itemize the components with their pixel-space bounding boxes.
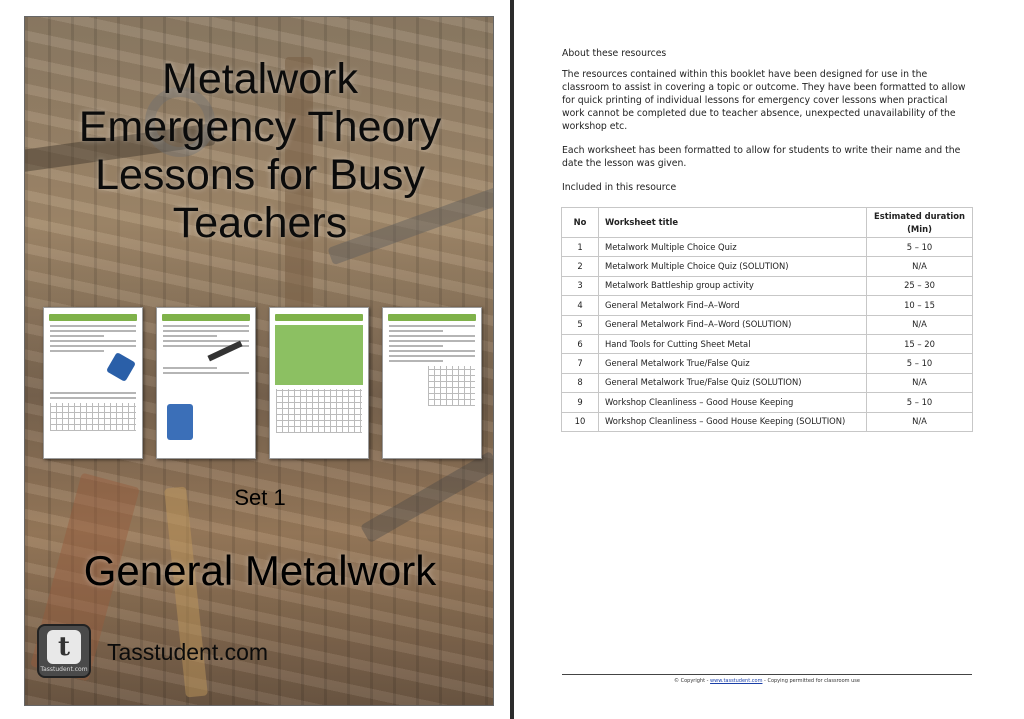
- row-number: 1: [562, 238, 599, 257]
- row-number: 3: [562, 276, 599, 295]
- row-number: 6: [562, 334, 599, 353]
- table-row: [562, 354, 973, 373]
- tasstudent-logo: [37, 624, 91, 678]
- resource-table: [561, 207, 973, 432]
- worksheet-thumbnail: [382, 307, 482, 459]
- row-duration: N/A: [867, 412, 973, 431]
- logo-icon: t: [47, 630, 81, 664]
- footer-divider: [562, 674, 972, 675]
- row-title: Workshop Cleanliness – Good House Keeping (SOLUTION): [599, 412, 867, 431]
- row-duration: 5 – 10: [867, 354, 973, 373]
- table-body: [562, 238, 973, 432]
- cover-title-line: Metalwork: [162, 55, 358, 103]
- brand-name: Tasstudent.com: [107, 639, 269, 665]
- row-duration: N/A: [867, 315, 973, 334]
- footer-note: - Copying permitted for classroom use: [762, 678, 860, 684]
- row-title: Workshop Cleanliness – Good House Keeping: [599, 393, 867, 412]
- subject-title: General Metalwork: [83, 547, 437, 594]
- intro-paragraph: The resources contained within this booklet have been designed for use in the classroom to assist in covering a topic or outcome. They have been formatted to allow for quick printing of individual lessons for emergency cover lessons when practical work cannot be completed due to teacher absence, unexpected unavailability of the workshop etc.: [562, 69, 966, 132]
- row-duration: 10 – 15: [867, 296, 973, 315]
- intro-paragraph: Each worksheet has been formatted to allow for students to write their name and the date the lesson was given.: [562, 145, 961, 169]
- cover-title-line: Lessons for Busy: [95, 151, 425, 199]
- cover-image: [24, 16, 494, 706]
- table-row: [562, 296, 973, 315]
- row-duration: N/A: [867, 373, 973, 392]
- row-number: 8: [562, 373, 599, 392]
- cover-title-line: Teachers: [172, 199, 348, 247]
- table-row: [562, 334, 973, 353]
- page-footer: [562, 678, 972, 684]
- row-number: 9: [562, 393, 599, 412]
- row-title: Metalwork Multiple Choice Quiz: [599, 238, 867, 257]
- row-title: General Metalwork True/False Quiz (SOLUTION): [599, 373, 867, 392]
- row-title: General Metalwork Find–A–Word: [599, 296, 867, 315]
- worksheet-thumbnails: [43, 307, 483, 462]
- worksheet-thumbnail: [269, 307, 369, 459]
- row-duration: 25 – 30: [867, 276, 973, 295]
- table-row: [562, 373, 973, 392]
- row-title: Metalwork Multiple Choice Quiz (SOLUTION): [599, 257, 867, 276]
- row-number: 4: [562, 296, 599, 315]
- row-title: General Metalwork True/False Quiz: [599, 354, 867, 373]
- row-number: 5: [562, 315, 599, 334]
- row-title: General Metalwork Find–A–Word (SOLUTION): [599, 315, 867, 334]
- table-row: [562, 276, 973, 295]
- row-number: 2: [562, 257, 599, 276]
- row-duration: 5 – 10: [867, 238, 973, 257]
- column-header-no: No: [562, 208, 599, 238]
- table-row: [562, 238, 973, 257]
- table-row: [562, 393, 973, 412]
- row-duration: 15 – 20: [867, 334, 973, 353]
- cover-page: [0, 0, 510, 719]
- row-number: 7: [562, 354, 599, 373]
- table-row: [562, 315, 973, 334]
- worksheet-thumbnail: [156, 307, 256, 459]
- document-body: [562, 47, 972, 432]
- cover-title-line: Emergency Theory: [78, 103, 442, 151]
- row-duration: 5 – 10: [867, 393, 973, 412]
- cover-title: [25, 55, 494, 247]
- column-header-duration: Estimated duration (Min): [867, 208, 973, 238]
- footer-link[interactable]: www.tasstudent.com: [710, 678, 763, 684]
- table-header-row: [562, 208, 973, 238]
- resource-info-page: [514, 0, 1024, 719]
- column-header-title: Worksheet title: [599, 208, 867, 238]
- included-label: Included in this resource: [562, 182, 677, 193]
- row-title: Hand Tools for Cutting Sheet Metal: [599, 334, 867, 353]
- row-duration: N/A: [867, 257, 973, 276]
- row-title: Metalwork Battleship group activity: [599, 276, 867, 295]
- worksheet-thumbnail: [43, 307, 143, 459]
- row-number: 10: [562, 412, 599, 431]
- section-heading: About these resources: [562, 48, 667, 59]
- set-label: Set 1: [234, 485, 286, 510]
- logo-caption: Tasstudent.com: [40, 665, 88, 673]
- table-row: [562, 257, 973, 276]
- table-row: [562, 412, 973, 431]
- footer-copyright: © Copyright -: [674, 678, 711, 684]
